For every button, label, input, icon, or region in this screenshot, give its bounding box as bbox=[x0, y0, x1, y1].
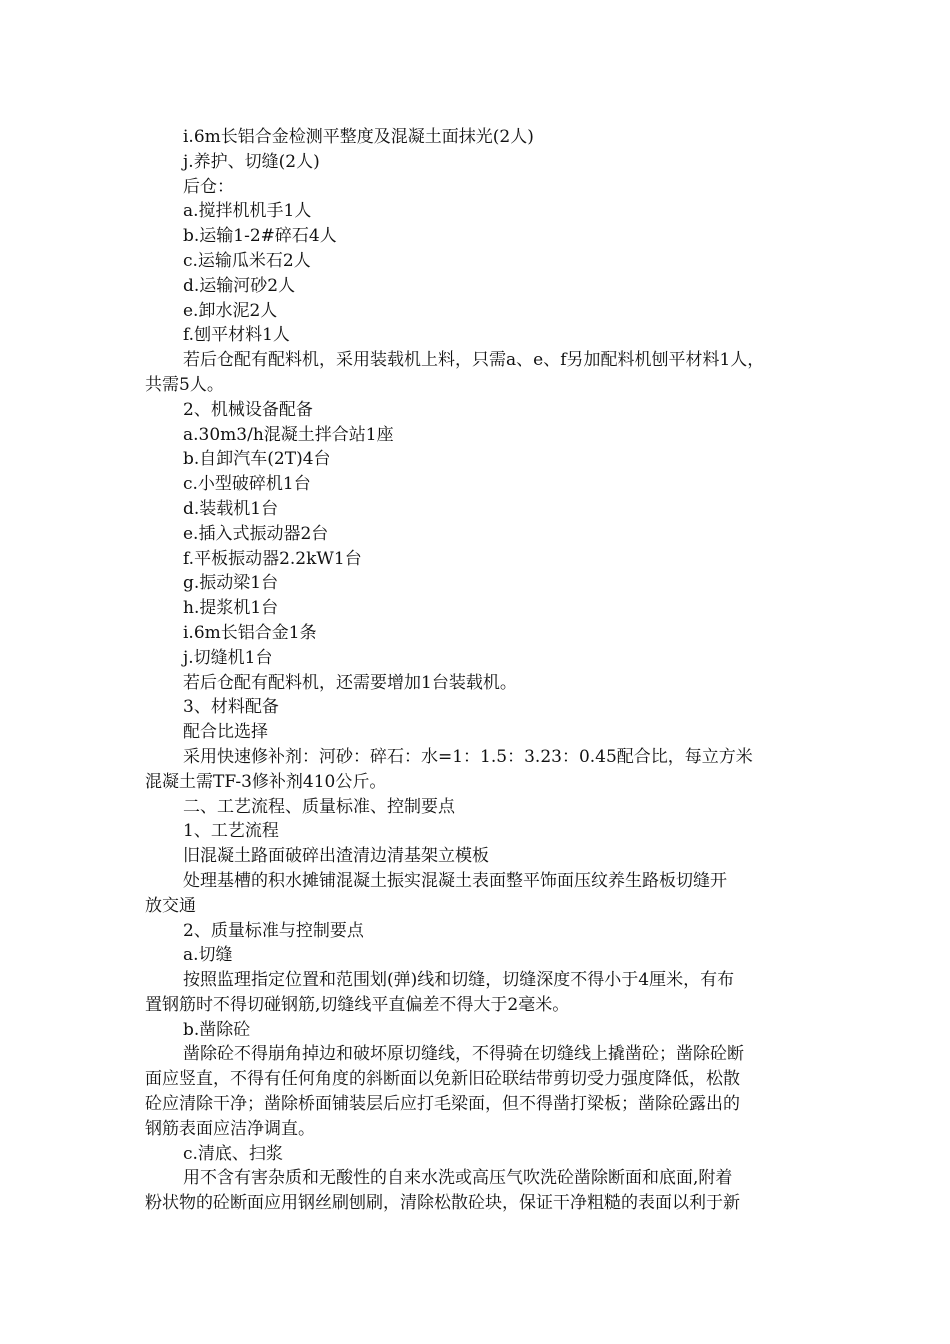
text-line: 旧混凝土路面破碎出渣清边清基架立模板 bbox=[183, 846, 489, 867]
text-line: 配合比选择 bbox=[183, 722, 268, 743]
text-line: i.6m长铝合金1条 bbox=[183, 622, 317, 643]
text-line: b.凿除砼 bbox=[183, 1019, 251, 1040]
text-line: 处理基槽的积水摊铺混凝土振实混凝土表面整平饰面压纹养生路板切缝开 bbox=[183, 870, 727, 891]
text-line: 砼应清除干净；凿除桥面铺装层后应打毛梁面，但不得凿打梁板；凿除砼露出的 bbox=[145, 1094, 740, 1115]
section-heading: 2、机械设备配备 bbox=[183, 399, 313, 420]
text-line: 按照监理指定位置和范围划(弹)线和切缝，切缝深度不得小于4厘米，有布 bbox=[183, 970, 735, 991]
text-line: 用不含有害杂质和无酸性的自来水洗或高压气吹洗砼凿除断面和底面,附着 bbox=[183, 1168, 733, 1189]
text-line: a.切缝 bbox=[183, 945, 233, 966]
text-line: j.切缝机1台 bbox=[183, 647, 273, 668]
text-line: e.插入式振动器2台 bbox=[183, 523, 329, 544]
text-line: 凿除砼不得崩角掉边和破坏原切缝线，不得骑在切缝线上撬凿砼；凿除砼断 bbox=[183, 1044, 744, 1065]
text-line: f.平板振动器2.2kW1台 bbox=[183, 548, 362, 569]
text-line: c.运输瓜米石2人 bbox=[183, 250, 311, 271]
text-line: c.清底、扫浆 bbox=[183, 1143, 283, 1164]
text-line: 采用快速修补剂：河砂：碎石：水=1：1.5：3.23：0.45配合比，每立方米 bbox=[183, 746, 753, 767]
text-line: h.提浆机1台 bbox=[183, 598, 279, 619]
text-line: 若后仓配有配料机，采用装载机上料，只需a、e、f另加配料机刨平材料1人， bbox=[183, 350, 765, 371]
text-line: 置钢筋时不得切碰钢筋,切缝线平直偏差不得大于2毫米。 bbox=[145, 994, 570, 1015]
text-line: b.自卸汽车(2T)4台 bbox=[183, 449, 331, 470]
text-line: 放交通 bbox=[145, 895, 196, 916]
text-line: g.振动梁1台 bbox=[183, 573, 279, 594]
document-page bbox=[145, 125, 810, 1216]
text-line: 面应竖直，不得有任何角度的斜断面以免新旧砼联结带剪切受力强度降低，松散 bbox=[145, 1069, 740, 1090]
text-line: 混凝土需TF-3修补剂410公斤。 bbox=[145, 771, 387, 792]
section-heading: 3、材料配备 bbox=[183, 697, 279, 718]
text-line: d.运输河砂2人 bbox=[183, 275, 296, 296]
text-line: c.小型破碎机1台 bbox=[183, 474, 311, 495]
text-line: 钢筋表面应洁净调直。 bbox=[145, 1118, 315, 1139]
text-line: a.30m3/h混凝土拌合站1座 bbox=[183, 424, 394, 445]
text-line: 共需5人。 bbox=[145, 374, 224, 395]
text-line: e.卸水泥2人 bbox=[183, 300, 278, 321]
text-line: 后仓： bbox=[183, 176, 234, 197]
text-line: 若后仓配有配料机，还需要增加1台装载机。 bbox=[183, 672, 517, 693]
text-line: a.搅拌机机手1人 bbox=[183, 201, 312, 222]
text-line: 粉状物的砼断面应用钢丝刷刨刷，清除松散砼块，保证干净粗糙的表面以利于新 bbox=[145, 1193, 740, 1214]
text-line: b.运输1-2#碎石4人 bbox=[183, 226, 337, 247]
text-line: f.刨平材料1人 bbox=[183, 325, 290, 346]
section-heading: 1、工艺流程 bbox=[183, 821, 279, 842]
text-line: i.6m长铝合金检测平整度及混凝土面抹光(2人) bbox=[183, 127, 534, 147]
text-line: j.养护、切缝(2人) bbox=[183, 151, 320, 172]
text-line: d.装载机1台 bbox=[183, 498, 279, 519]
section-heading: 2、质量标准与控制要点 bbox=[183, 920, 364, 941]
section-heading: 二、工艺流程、质量标准、控制要点 bbox=[183, 796, 455, 817]
